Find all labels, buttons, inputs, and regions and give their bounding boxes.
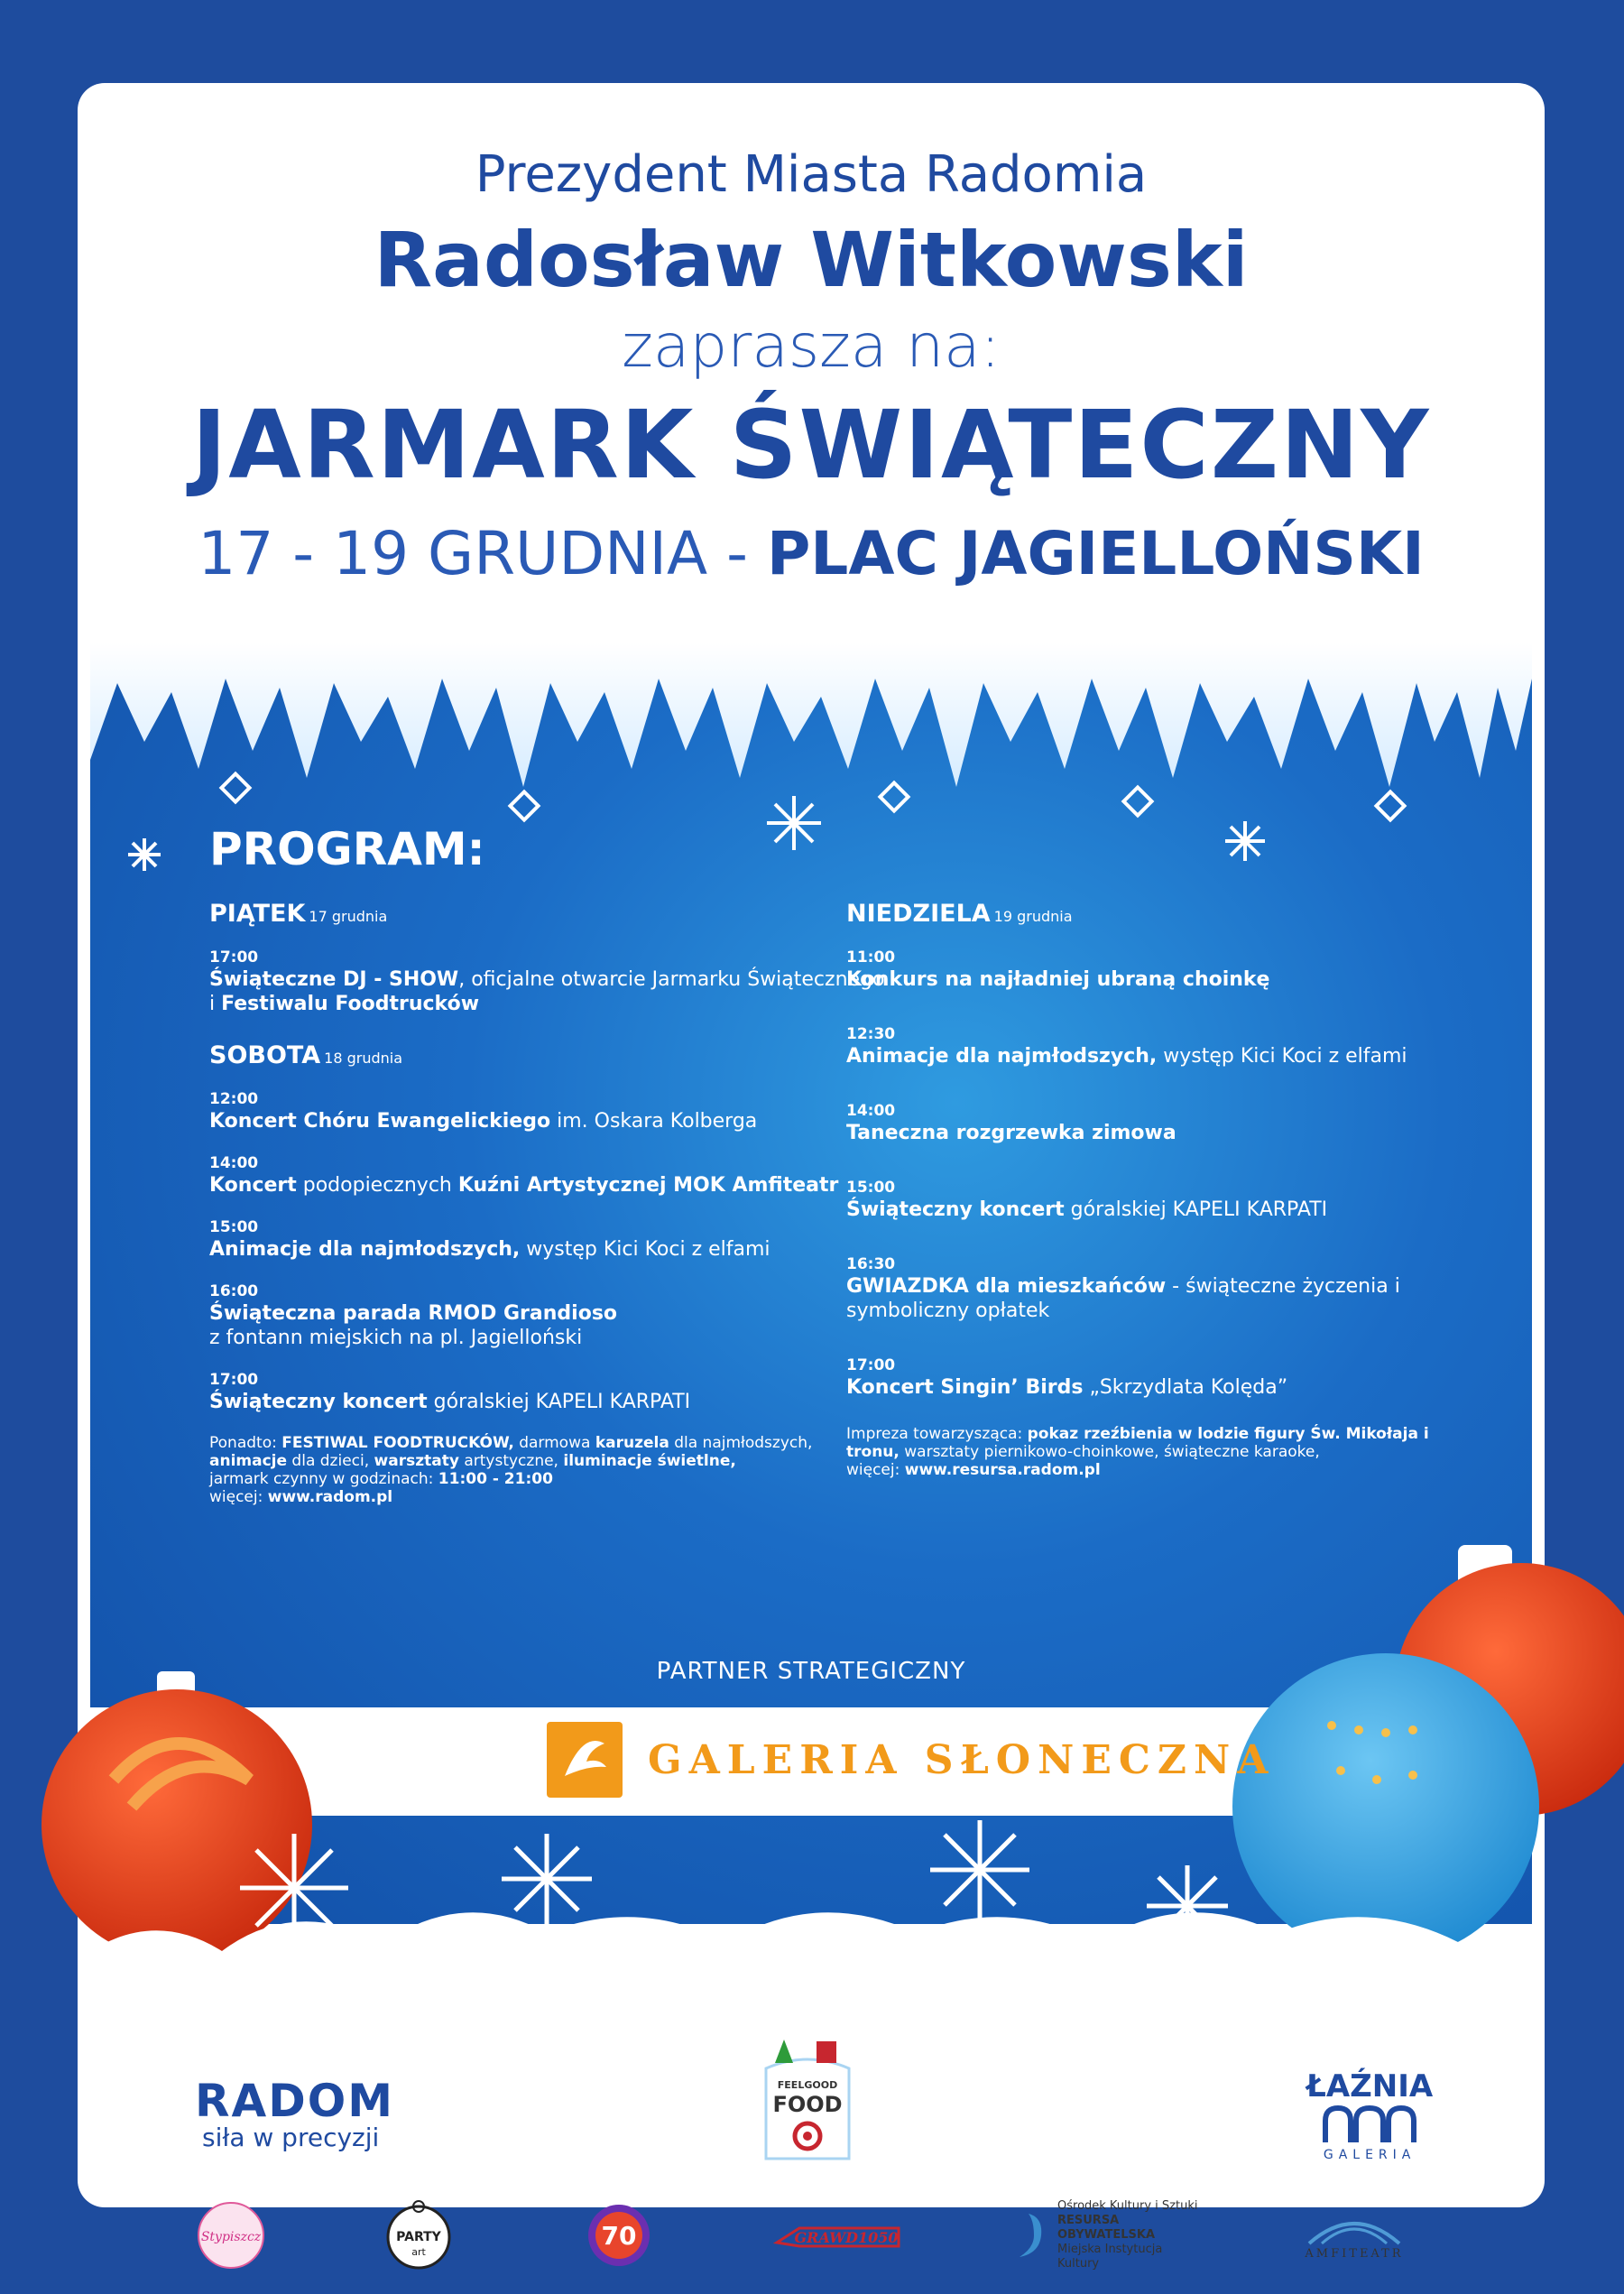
note-bold: iluminacje świetlne, [563, 1452, 736, 1470]
laznia-logo[interactable] [1306, 2068, 1433, 2162]
header-event-title: JARMARK ŚWIĄTECZNY [191, 390, 1431, 500]
food-mid-text: FOOD [772, 2092, 843, 2117]
event-desc: góralskiej KAPELI KARPATI [1064, 1198, 1328, 1221]
event-title-2: Kuźni Artystycznej MOK Amfiteatr [457, 1174, 839, 1197]
event-item [209, 1281, 895, 1350]
header-date: 17 - 19 GRUDNIA - [198, 519, 767, 588]
note-text: artystyczne, [458, 1452, 564, 1470]
note-text: jarmark czynny w godzinach: [209, 1470, 438, 1488]
event-item [846, 948, 1478, 992]
event-title: Koncert [209, 1174, 297, 1197]
day-sunday [846, 900, 1478, 931]
event-time: 15:00 [209, 1218, 259, 1236]
day-friday [209, 900, 895, 931]
note-text: Impreza towarzysząca: [846, 1425, 1028, 1443]
day-friday-date: 17 grudnia [309, 908, 388, 925]
event-desc: z fontann miejskich na pl. Jagielloński [209, 1327, 583, 1349]
resursa-emblem-icon [1007, 2208, 1050, 2262]
note-text: Ponadto: [209, 1434, 282, 1452]
event-time: 11:00 [846, 948, 896, 967]
event-desc: im. Oskara Kolberga [550, 1110, 758, 1133]
sponsor-logo-70[interactable] [583, 2186, 655, 2285]
event-time: 14:00 [209, 1154, 259, 1172]
sponsor6-text: AMFITEATR [1305, 2246, 1404, 2261]
day-sunday-date: 19 grudnia [993, 908, 1073, 925]
event-desc: występ Kici Koci z elfami [1157, 1045, 1407, 1068]
sponsor-logo-1[interactable] [195, 2186, 267, 2285]
note-text: dla najmłodszych, [669, 1434, 813, 1452]
event-time: 16:00 [209, 1282, 259, 1300]
event-desc: , oficjalne otwarcie Jarmarku Świątecznego i [209, 968, 885, 1015]
event-title: Świąteczny koncert [209, 1391, 428, 1413]
event-item [209, 1370, 895, 1414]
laznia-text: ŁAŹNIA [1306, 2068, 1434, 2104]
event-time: 17:00 [209, 948, 259, 967]
radom-slogan: siła w precyzji [202, 2123, 380, 2152]
day-friday-name: PIĄTEK [209, 900, 306, 928]
event-desc: podopiecznych [296, 1174, 458, 1197]
event-item [846, 1355, 1478, 1400]
event-time: 17:00 [209, 1371, 259, 1389]
day-saturday-name: SOBOTA [209, 1041, 321, 1069]
event-item [846, 1101, 1478, 1145]
note-bold: 11:00 - 21:00 [438, 1470, 553, 1488]
event-desc: - świąteczne życzenia i symboliczny opłatek [846, 1275, 1400, 1322]
sponsor-logo-resursa[interactable] [1007, 2186, 1205, 2285]
sponsor-logo-grawd[interactable] [772, 2186, 908, 2285]
poster-card [78, 83, 1545, 2271]
event-title: Świąteczna parada RMOD Grandioso [209, 1302, 618, 1325]
event-item [846, 1024, 1478, 1068]
sponsor2-bottom: art [411, 2246, 426, 2258]
note-text: więcej: [846, 1461, 905, 1479]
day-saturday [209, 1041, 895, 1073]
event-time: 12:00 [209, 1090, 259, 1108]
header-line-invites: zaprasza na: [622, 311, 1001, 381]
event-item [846, 1254, 1478, 1323]
day-saturday-date: 18 grudnia [324, 1050, 403, 1067]
event-time: 12:30 [846, 1025, 896, 1043]
event-item [209, 948, 895, 1016]
event-title: Koncert Singin’ Birds [846, 1376, 1084, 1399]
sunday-note [846, 1425, 1478, 1479]
sponsor1-text: Stypiszcz [200, 2230, 262, 2244]
header-line-name: Radosław Witkowski [374, 216, 1249, 304]
note-text: więcej: [209, 1488, 268, 1506]
note-bold: FESTIWAL FOODTRUCKÓW, [281, 1434, 514, 1452]
header-date-place [78, 521, 1545, 587]
event-title: Animacje dla najmłodszych, [209, 1238, 521, 1261]
note-text: warsztaty piernikowo-choinkowe, świąteczne karaoke, [899, 1443, 1320, 1461]
header-line-president: Prezydent Miasta Radomia [475, 145, 1148, 204]
note-bold: karuzela [595, 1434, 669, 1452]
laznia-arches-icon [1320, 2104, 1419, 2144]
event-title: GWIAZDKA dla mieszkańców [846, 1275, 1167, 1298]
program-column-right [846, 900, 1478, 1479]
sponsor3-text: 70 [601, 2221, 637, 2251]
resursa-line2: RESURSA OBYWATELSKA [1057, 2214, 1155, 2242]
radom-logo-text: RADOM [195, 2075, 394, 2127]
event-item [209, 1153, 895, 1198]
event-title-2: Festiwalu Foodtrucków [221, 993, 480, 1015]
event-item [209, 1217, 895, 1262]
event-desc: góralskiej KAPELI KARPATI [427, 1391, 691, 1413]
event-title: Taneczna rozgrzewka zimowa [846, 1122, 1176, 1144]
note-bold: pokaz rzeźbienia w lodzie figury Św. Mikołaja i tronu, [846, 1425, 1429, 1461]
partner-label: PARTNER STRATEGICZNY [656, 1658, 966, 1685]
note-bold: animacje [209, 1452, 288, 1470]
resursa-line3: Miejska Instytucja Kultury [1057, 2243, 1163, 2271]
program-title: PROGRAM: [209, 823, 485, 875]
event-desc: występ Kici Koci z elfami [520, 1238, 770, 1261]
laznia-galeria: GALERIA [1323, 2148, 1416, 2162]
event-title: Animacje dla najmłodszych, [846, 1045, 1158, 1068]
snow-bottom [78, 1780, 1545, 2050]
feelgood-food-logo[interactable] [757, 2032, 858, 2168]
event-time: 14:00 [846, 1102, 896, 1120]
sponsor-logo-amfiteatr[interactable] [1287, 2186, 1422, 2285]
event-time: 15:00 [846, 1179, 896, 1197]
event-title: Świąteczne DJ - SHOW [209, 968, 459, 991]
event-time: 17:00 [846, 1356, 896, 1374]
sponsor2-top: PARTY [396, 2230, 441, 2244]
event-title: Koncert Chóru Ewangelickiego [209, 1110, 551, 1133]
resursa-text [1057, 2199, 1205, 2271]
note-text: dla dzieci, [287, 1452, 374, 1470]
header-place: PLAC JAGIELLOŃSKI [766, 519, 1425, 588]
note-text: darmowa [513, 1434, 595, 1452]
resursa-line1: Ośrodek Kultury i Sztuki [1057, 2199, 1198, 2213]
event-item [209, 1089, 895, 1133]
day-sunday-name: NIEDZIELA [846, 900, 991, 928]
sponsor-logo-party-art[interactable] [383, 2186, 455, 2285]
website-link[interactable]: www.radom.pl [267, 1488, 393, 1506]
event-title: Konkurs na najładniej ubraną choinkę [846, 968, 1270, 991]
radom-logo[interactable] [195, 2077, 394, 2151]
note-bold: warsztaty [374, 1452, 459, 1470]
saturday-note [209, 1434, 895, 1506]
event-time: 16:30 [846, 1255, 896, 1273]
event-title: Świąteczny koncert [846, 1198, 1065, 1221]
website-link[interactable]: www.resursa.radom.pl [904, 1461, 1101, 1479]
program-column-left [209, 900, 895, 1506]
event-desc: „Skrzydlata Kolęda” [1083, 1376, 1288, 1399]
food-top-text: FEELGOOD [777, 2079, 838, 2091]
galeria-name: GALERIA SŁONECZNA [648, 1736, 1276, 1783]
sponsor4-text: GRAWD1050 [794, 2229, 899, 2246]
event-item [846, 1178, 1478, 1222]
sponsor-logos [78, 2186, 1545, 2294]
